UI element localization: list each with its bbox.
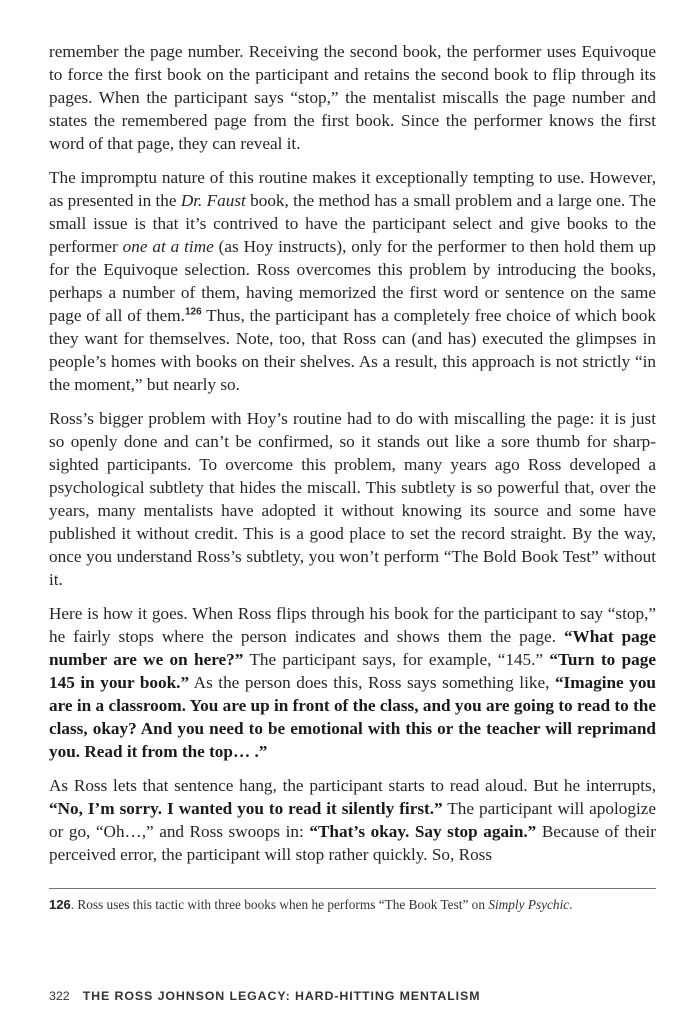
running-title: THE ROSS JOHNSON LEGACY: HARD-HITTING MENTALISM [82, 989, 481, 1003]
text-run: The participant will apologize or go, “Oh…,” and Ross swoops in: [49, 799, 656, 841]
footnote-italic-title: Simply Psychic [488, 897, 570, 912]
text-run: book, the method has a small problem and a large one. The small issue is that it’s contrived to have the participant select and give books to the performer [49, 191, 656, 256]
text-run: Here is how it goes. When Ross flips through his book for the participant to say “stop,” he fairly stops where the person indicates and shows them the page. [49, 604, 656, 646]
footnote-reference: 126 [184, 306, 202, 318]
bold-quote: “No, I’m sorry. I wanted you to read it silently first.” [49, 799, 443, 818]
footnote-text: . Ross uses this tactic with three books when he performs “The Book Test” on [70, 897, 489, 912]
paragraph [49, 166, 656, 396]
page-number: 322 [49, 989, 70, 1003]
text-run: The participant says, for example, “145.” [243, 650, 550, 669]
bold-quote: “Imagine you are in a classroom. You are up in front of the class, and you are going to read to the class, okay? And you need to be emotional with this or the teacher will reprimand you. Read it from the top… .” [49, 673, 656, 761]
text-run: Because of their perceived error, the participant will stop rather quickly. So, Ross [49, 822, 656, 864]
text-run: As the person does this, Ross says something like, [189, 673, 555, 692]
footnote-number: 126 [49, 897, 71, 912]
bold-quote: “That’s okay. Say stop again.” [309, 822, 537, 841]
text-run: Ross’s bigger problem with Hoy’s routine had to do with miscalling the page: it is just so openly done and can’t be confirmed, so it stands out like a sore thumb for sharp-sighted participants. To overcome this problem, many years ago Ross developed a psychological subtlety that hides the miscall. This subtlety is so powerful that, over the years, many mentalists have adopted it without knowing its source and some have published it without credit. This is a good place to set the record straight. By the way, once you understand Ross’s subtlety, you won’t perform “The Bold Book Test” without it. [49, 409, 656, 589]
bold-quote: “What page number are we on here?” [49, 627, 656, 669]
paragraph [49, 774, 656, 866]
text-run: As Ross lets that sentence hang, the participant starts to read aloud. But he interrupts, [49, 776, 656, 795]
text-run: Thus, the participant has a completely free choice of which book they want for themselves. Note, too, that Ross can (and has) executed the glimpses in people’s homes with books on their shelves. As a result, this approach is not strictly “in the moment,” but nearly so. [49, 306, 656, 394]
text-run: The impromptu nature of this routine makes it exceptionally tempting to use. However, as presented in the [49, 168, 656, 210]
italic-text: Dr. Faust [180, 191, 246, 210]
footnote-divider [49, 888, 656, 889]
footnote [49, 896, 669, 914]
text-run: remember the page number. Receiving the second book, the performer uses Equivoque to force the first book on the participant and retains the second book to flip through its pages. When the participant says “stop,” the mentalist miscalls the page number and states the remembered page from the first book. Since the performer knows the first word of that page, they can reveal it. [49, 42, 656, 153]
paragraph [49, 602, 656, 763]
paragraph [49, 407, 656, 591]
footnote-end: . [569, 897, 573, 912]
bold-quote: “Turn to page 145 in your book.” [49, 650, 656, 692]
italic-text: one at a time [122, 237, 214, 256]
text-run: (as Hoy instructs), only for the performer to then hold them up for the Equivoque selection. Ross overcomes this problem by introducing the books, perhaps a number of them, having memorized the first word or sentence on the same page of all of them. [49, 237, 656, 325]
paragraph [49, 40, 656, 155]
page-footer [49, 989, 480, 1003]
body-text [49, 40, 656, 877]
